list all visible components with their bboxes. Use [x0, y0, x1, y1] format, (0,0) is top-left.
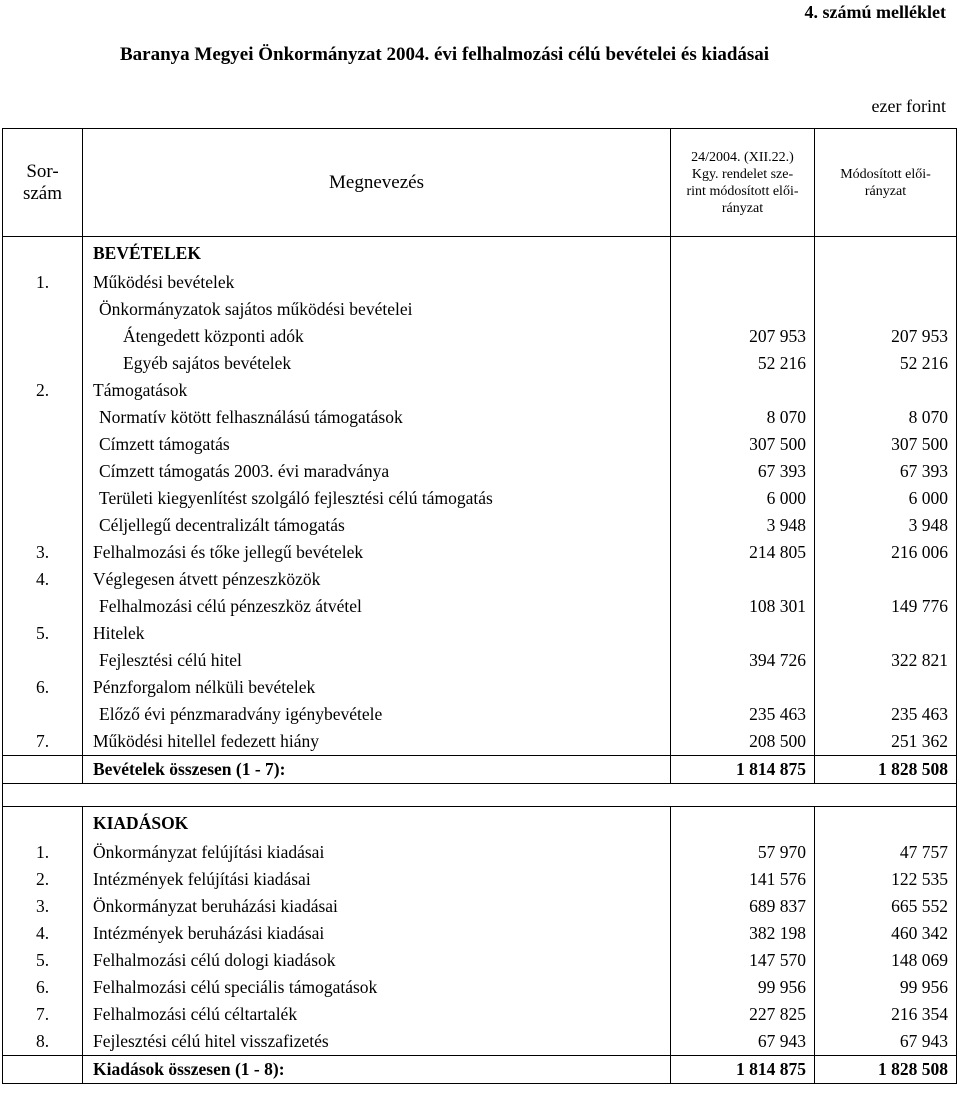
table-row: 4. Intézmények beruházási kiadásai 382 198 460 342	[3, 920, 957, 947]
table-row: Normatív kötött felhasználású támogatások 8 070 8 070	[3, 404, 957, 431]
table-row: Fejlesztési célú hitel 394 726 322 821	[3, 647, 957, 674]
table-row: 3. Felhalmozási és tőke jellegű bevételek 214 805 216 006	[3, 539, 957, 566]
table-row: 5. Felhalmozási célú dologi kiadások 147 570 148 069	[3, 947, 957, 974]
table-row: 8. Fejlesztési célú hitel visszafizetés 67 943 67 943	[3, 1028, 957, 1056]
table-row: Felhalmozási célú pénzeszköz átvétel 108 301 149 776	[3, 593, 957, 620]
expense-total-label: Kiadások összesen (1 - 8):	[83, 1056, 671, 1084]
table-row: Önkormányzatok sajátos működési bevételei	[3, 296, 957, 323]
table-row: Céljellegű decentralizált támogatás 3 948 3 948	[3, 512, 957, 539]
revenue-section-row	[3, 237, 957, 270]
header-row-number: Sor- szám	[3, 129, 83, 237]
unit-label: ezer forint	[871, 96, 946, 116]
annex-label: 4. számú melléklet	[804, 2, 946, 22]
table-row: 2. Támogatások	[3, 377, 957, 404]
revenue-total-original: 1 814 875	[671, 756, 815, 784]
revenue-section-title: BEVÉTELEK	[83, 237, 671, 270]
revenue-total-modified: 1 828 508	[815, 756, 957, 784]
table-row: 4. Véglegesen átvett pénzeszközök	[3, 566, 957, 593]
table-row: Egyéb sajátos bevételek 52 216 52 216	[3, 350, 957, 377]
table-row: Címzett támogatás 307 500 307 500	[3, 431, 957, 458]
table-row: 5. Hitelek	[3, 620, 957, 647]
header-row	[3, 129, 957, 237]
table-row: 3. Önkormányzat beruházási kiadásai 689 837 665 552	[3, 893, 957, 920]
header-name: Megnevezés	[83, 129, 671, 237]
expense-total-row	[3, 1056, 957, 1084]
table-row: 1. Működési bevételek	[3, 269, 957, 296]
expense-total-original: 1 814 875	[671, 1056, 815, 1084]
table-row: 6. Felhalmozási célú speciális támogatások 99 956 99 956	[3, 974, 957, 1001]
table-row: Címzett támogatás 2003. évi maradványa 67 393 67 393	[3, 458, 957, 485]
table-row: 7. Működési hitellel fedezett hiány 208 500 251 362	[3, 728, 957, 756]
spacer-row	[3, 784, 957, 807]
expense-total-modified: 1 828 508	[815, 1056, 957, 1084]
document-title: Baranya Megyei Önkormányzat 2004. évi felhalmozási célú bevételei és kiadásai	[120, 44, 770, 65]
revenue-total-row	[3, 756, 957, 784]
table-row: Előző évi pénzmaradvány igénybevétele 235 463 235 463	[3, 701, 957, 728]
expense-section-title: KIADÁSOK	[83, 807, 671, 840]
table-row: Területi kiegyenlítést szolgáló fejlesztési célú támogatás 6 000 6 000	[3, 485, 957, 512]
table-row: 2. Intézmények felújítási kiadásai 141 576 122 535	[3, 866, 957, 893]
header-original-appropriation: 24/2004. (XII.22.) Kgy. rendelet sze- rint módosított elői- rányzat	[671, 129, 815, 237]
table-row: 7. Felhalmozási célú céltartalék 227 825 216 354	[3, 1001, 957, 1028]
header-modified-appropriation: Módosított elői- rányzat	[815, 129, 957, 237]
revenue-total-label: Bevételek összesen (1 - 7):	[83, 756, 671, 784]
expense-section-row	[3, 807, 957, 840]
table-row: 1. Önkormányzat felújítási kiadásai 57 970 47 757	[3, 839, 957, 866]
table-row: 6. Pénzforgalom nélküli bevételek	[3, 674, 957, 701]
budget-table	[2, 128, 957, 1084]
table-row: Átengedett központi adók 207 953 207 953	[3, 323, 957, 350]
